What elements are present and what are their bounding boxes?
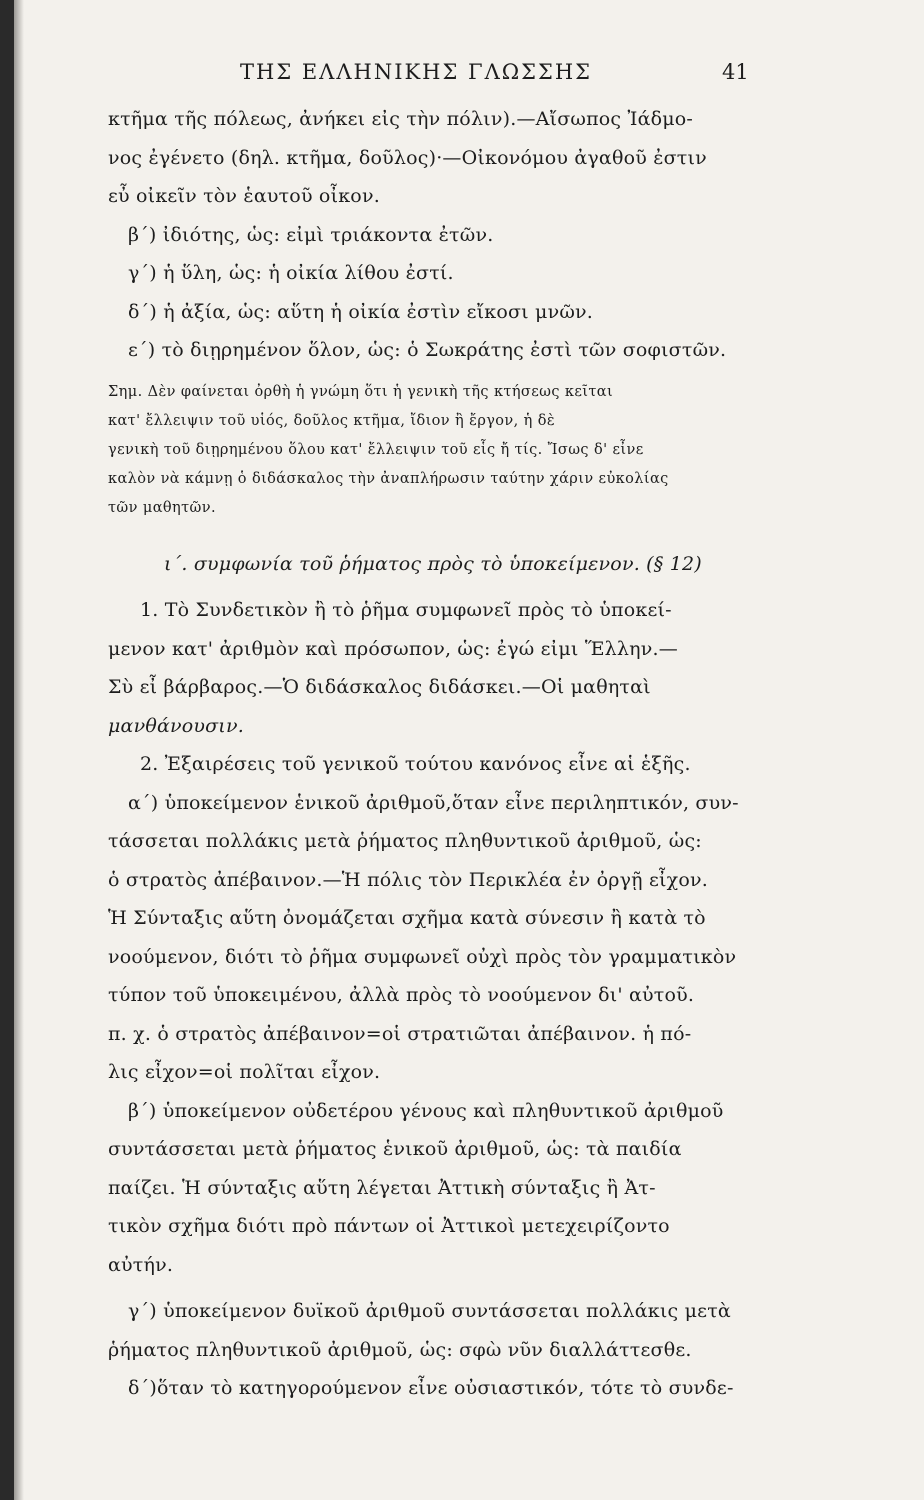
- exception-a: α΄) ὑποκείμενον ἑνικοῦ ἀριθμοῦ,ὅταν εἶνε περιληπτικόν, συν-: [128, 791, 739, 814]
- running-title: ΤΗΣ ΕΛΛΗΝΙΚΗΣ ΓΛΩΣΣΗΣ: [240, 60, 593, 84]
- rule-1: 1. Τὸ Συνδετικὸν ἢ τὸ ῥῆμα συμφωνεῖ πρὸς τὸ ὑποκεί-: [140, 599, 672, 621]
- text-line: τάσσεται πολλάκις μετὰ ῥήματος πληθυντικοῦ ἀριθμοῦ, ὡς:: [108, 830, 702, 852]
- text-line: αὐτήν.: [108, 1253, 174, 1276]
- note-line: καλὸν νὰ κάμνῃ ὁ διδάσκαλος τὴν ἀναπλήρωσιν ταύτην χάριν εὐκολίας: [108, 470, 669, 487]
- text-line: παίζει. Ἡ σύνταξις αὕτη λέγεται Ἀττικὴ σύνταξις ἢ Ἀτ-: [108, 1176, 656, 1199]
- note-line: Σημ. Δὲν φαίνεται ὀρθὴ ἡ γνώμη ὅτι ἡ γενικὴ τῆς κτήσεως κεῖται: [108, 383, 614, 400]
- text-line: λις εἶχον=οἱ πολῖται εἶχον.: [108, 1061, 381, 1083]
- list-item-e: ε΄) τὸ διῃρημένον ὅλον, ὡς: ὁ Σωκράτης ἐστὶ τῶν σοφιστῶν.: [128, 339, 727, 361]
- list-item-g: γ΄) ἡ ὕλη, ὡς: ἡ οἰκία λίθου ἐστί.: [128, 262, 454, 284]
- text-line: κτῆμα τῆς πόλεως, ἀνήκει εἰς τὴν πόλιν).—Αἴσωπος Ἰάδμο-: [108, 108, 694, 130]
- text-line: ὁ στρατὸς ἀπέβαινον.—Ἡ πόλις τὸν Περικλέα ἐν ὀργῇ εἶχον.: [108, 868, 708, 891]
- exception-b: β΄) ὑποκείμενον οὐδετέρου γένους καὶ πληθυντικοῦ ἀριθμοῦ: [128, 1099, 724, 1122]
- text-line: τύπον τοῦ ὑποκειμένου, ἀλλὰ πρὸς τὸ νοούμενον δι' αὐτοῦ.: [108, 984, 695, 1006]
- text-line: τικὸν σχῆμα διότι πρὸ πάντων οἱ Ἀττικοὶ μετεχειρίζοντο: [108, 1215, 670, 1237]
- text-line: Ἡ Σύνταξις αὕτη ὀνομάζεται σχῆμα κατὰ σύνεσιν ἢ κατὰ τὸ: [108, 907, 706, 929]
- rule-2: 2. Ἐξαιρέσεις τοῦ γενικοῦ τούτου κανόνος εἶνε αἱ ἑξῆς.: [140, 753, 691, 775]
- page-header: [0, 60, 924, 90]
- section-heading: ι΄. συμφωνία τοῦ ῥήματος πρὸς τὸ ὑποκείμενον. (§ 12): [164, 552, 702, 575]
- text-line: μενον κατ' ἀριθμὸν καὶ πρόσωπον, ὡς: ἐγώ εἰμι Ἕλλην.—: [108, 637, 678, 660]
- note-line: κατ' ἔλλειψιν τοῦ υἱός, δοῦλος κτῆμα, ἴδιον ἢ ἔργον, ἡ δὲ: [108, 412, 556, 429]
- list-item-b: β΄) ἰδιότης, ὡς: εἰμὶ τριάκοντα ἐτῶν.: [128, 223, 494, 246]
- note-line: τῶν μαθητῶν.: [108, 499, 216, 516]
- page-gutter-shadow: [0, 0, 14, 1500]
- note-line: γενικὴ τοῦ διῃρημένου ὅλου κατ' ἔλλειψιν τοῦ εἷς ἤ τίς. Ἴσως δ' εἶνε: [108, 441, 644, 458]
- page-gutter-fade: [14, 0, 24, 1500]
- text-line: νοούμενον, διότι τὸ ῥῆμα συμφωνεῖ οὐχὶ πρὸς τὸν γραμματικὸν: [108, 945, 737, 968]
- page-body: [108, 100, 756, 1408]
- exception-d: δ΄)ὅταν τὸ κατηγορούμενον εἶνε οὐσιαστικόν, τότε τὸ συνδε-: [128, 1377, 734, 1399]
- page-number: 41: [722, 60, 749, 84]
- exception-g: γ΄) ὑποκείμενον δυϊκοῦ ἀριθμοῦ συντάσσεται πολλάκις μετὰ: [128, 1300, 731, 1322]
- text-line: π. χ. ὁ στρατὸς ἀπέβαινον=οἱ στρατιῶται ἀπέβαινον. ἡ πό-: [108, 1022, 692, 1045]
- list-item-d: δ΄) ἡ ἀξία, ὡς: αὕτη ἡ οἰκία ἐστὶν εἴκοσι μνῶν.: [128, 300, 594, 323]
- text-line: μανθάνουσιν.: [108, 714, 244, 737]
- text-line: συντάσσεται μετὰ ῥήματος ἑνικοῦ ἀριθμοῦ, ὡς: τὰ παιδία: [108, 1138, 682, 1160]
- text-line: Σὺ εἶ βάρβαρος.—Ὁ διδάσκαλος διδάσκει.—Οἱ μαθηταὶ: [108, 676, 651, 698]
- text-line: εὖ οἰκεῖν τὸν ἑαυτοῦ οἶκον.: [108, 185, 380, 207]
- text-line: νος ἐγένετο (δηλ. κτῆμα, δοῦλος)·—Οἰκονόμου ἀγαθοῦ ἐστιν: [108, 146, 707, 169]
- text-line: ῥήματος πληθυντικοῦ ἀριθμοῦ, ὡς: σφὼ νῦν διαλλάττεσθε.: [108, 1338, 692, 1361]
